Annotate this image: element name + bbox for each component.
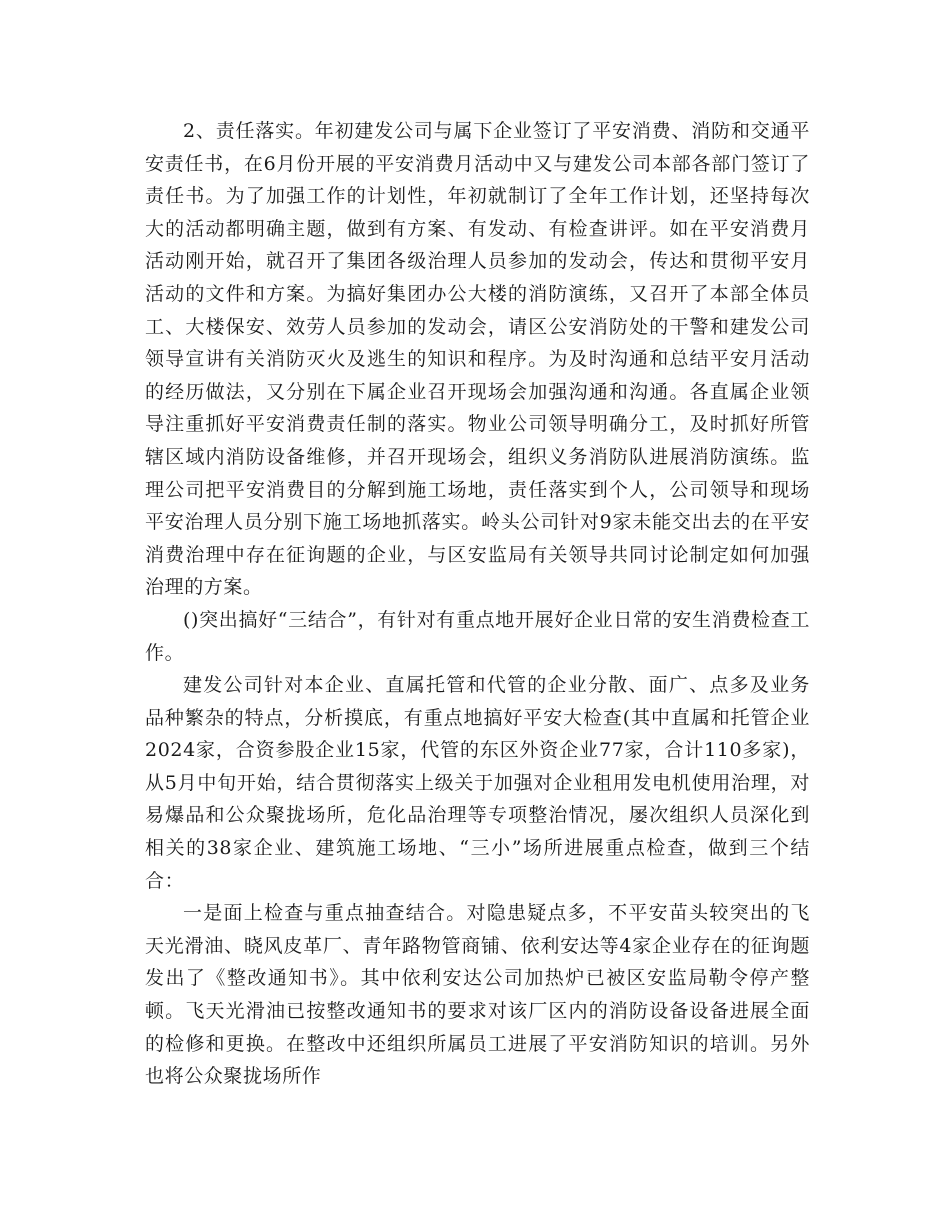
paragraph-first-combination: 一是面上检查与重点抽查结合。对隐患疑点多，不平安苗头较突出的飞天光滑油、晓风皮革厂、青年路物管商铺、依利安达等4家企业存在的征询题发出了《整改通知书》。其中依利安达公司加热炉已被区安监局勒令停产整顿。飞天光滑油已按整改通知书的要求对该厂区内的消防设备设备进展全面的检修和更换。在整改中还组织所属员工进展了平安消防知识的培训。另外也将公众聚拢场所作	[145, 902, 810, 1088]
paragraph-responsibility: 2、责任落实。年初建发公司与属下企业签订了平安消费、消防和交通平安责任书，在6月份开展的平安消费月活动中又与建发公司本部各部门签订了责任书。为了加强工作的计划性，年初就制订了全年工作计划，还坚持每次大的活动都明确主题，做到有方案、有发动、有检查讲评。如在平安消费月活动刚开始，就召开了集团各级治理人员参加的发动会，传达和贯彻平安月活动的文件和方案。为搞好集团办公大楼的消防演练，又召开了本部全体员工、大楼保安、效劳人员参加的发动会，请区公安消防处的干警和建发公司领导宣讲有关消防灭火及逃生的知识和程序。为及时沟通和总结平安月活动的经历做法，又分别在下属企业召开现场会加强沟通和沟通。各直属企业领导注重抓好平安消费责任制的落实。物业公司领导明确分工，及时抓好所管辖区域内消防设备维修，并召开现场会，组织义务消防队进展消防演练。监理公司把平安消费目的分解到施工场地，责任落实到个人，公司领导和现场平安治理人员分别下施工场地抓落实。岭头公司针对9家未能交出去的在平安消费治理中存在征询题的企业，与区安监局有关领导共同讨论制定如何加强治理的方案。	[145, 120, 810, 599]
paragraph-inspection-overview: 建发公司针对本企业、直属托管和代管的企业分散、面广、点多及业务品种繁杂的特点，分析摸底，有重点地搞好平安大检查(其中直属和托管企业2024家，合资参股企业15家，代管的东区外资企业77家，合计110多家)，从5月中旬开始，结合贯彻落实上级关于加强对企业租用发电机使用治理，对易爆品和公众聚拢场所，危化品治理等专项整治情况，屡次组织人员深化到相关的38家企业、建筑施工场地、“三小”场所进展重点检查，做到三个结合：	[145, 674, 810, 892]
paragraph-three-combinations: ()突出搞好“三结合”，有针对有重点地开展好企业日常的安生消费检查工作。	[145, 608, 810, 664]
